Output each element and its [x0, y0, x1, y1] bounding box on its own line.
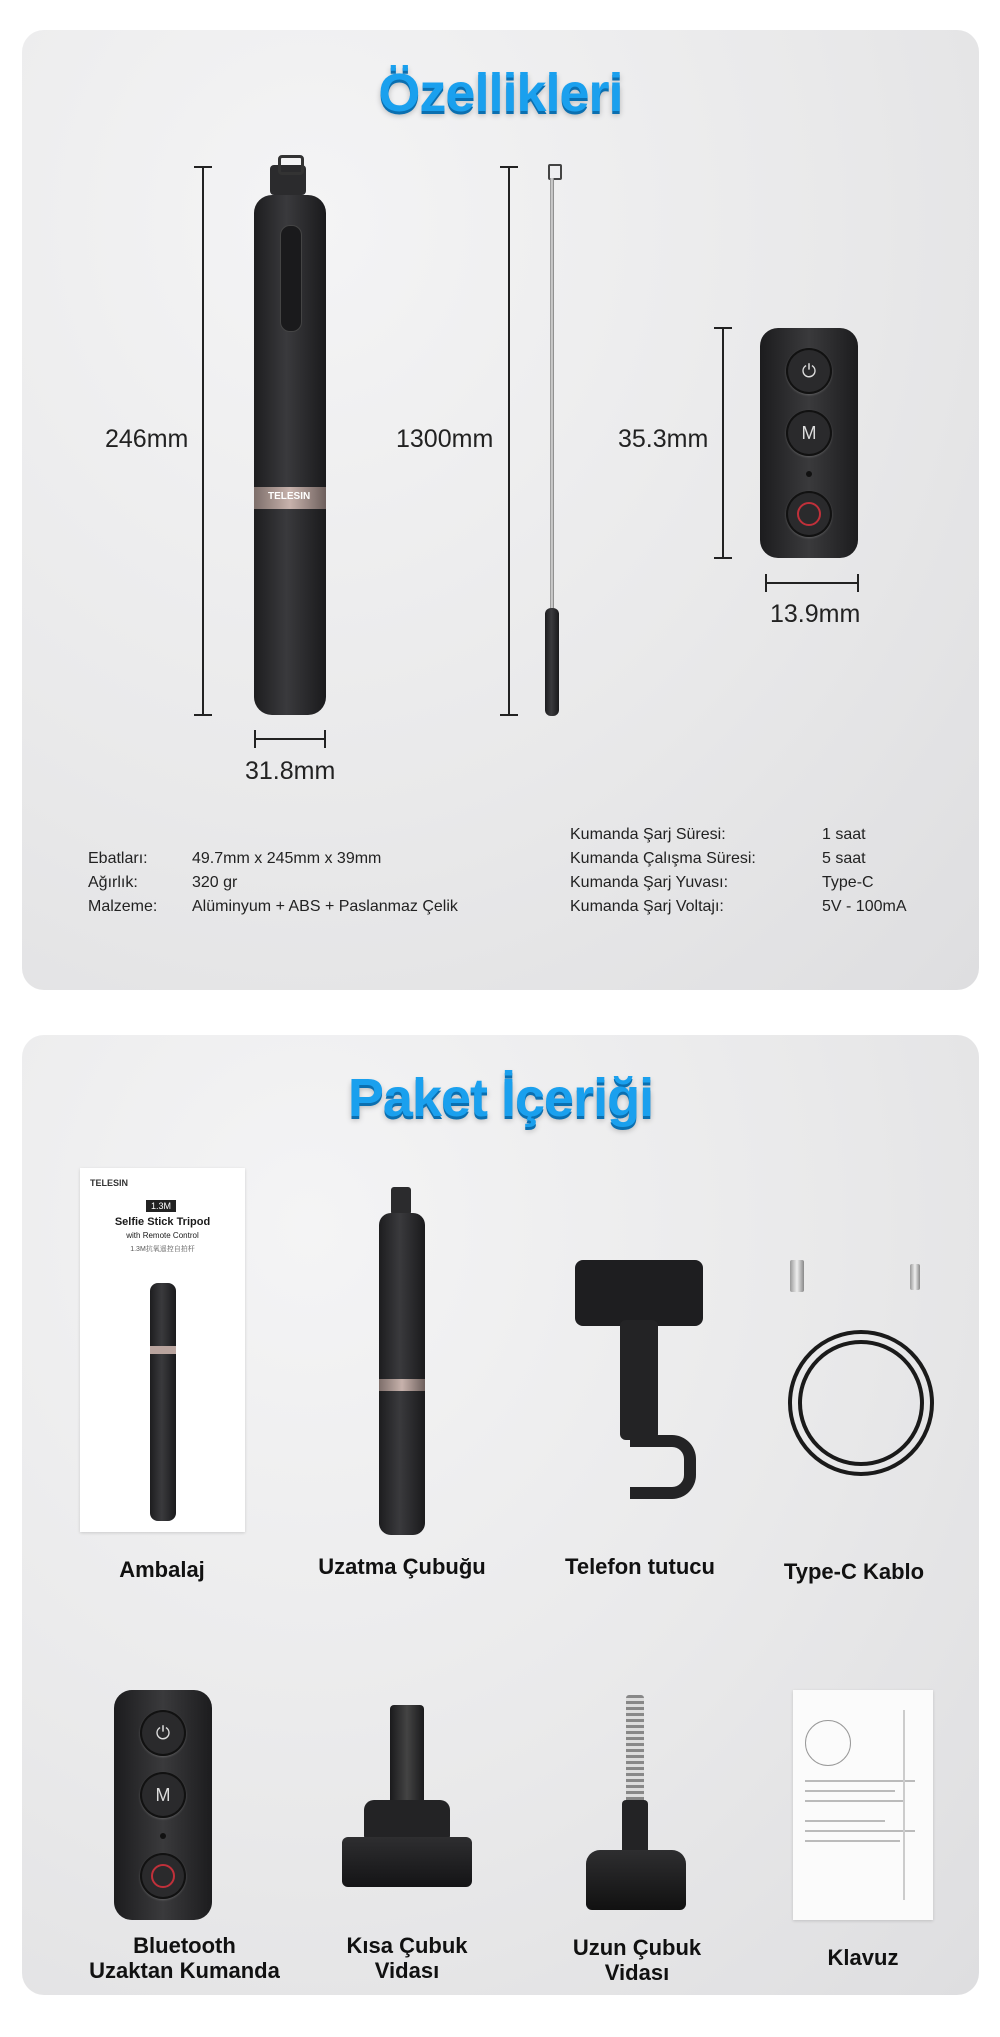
tick [857, 574, 859, 592]
short-screw-image [342, 1705, 472, 1915]
mount-tab [278, 155, 304, 175]
package-panel [22, 1035, 979, 1995]
remote-width-line [766, 582, 858, 584]
spec-value-weight: 320 gr [192, 874, 238, 891]
box-brand: TELESIN [90, 1178, 129, 1188]
remote-height-label: 35.3mm [618, 425, 709, 453]
tick [500, 166, 518, 168]
spec-value-voltage: 5V - 100mA [822, 898, 907, 915]
manual-text-line [805, 1780, 915, 1782]
box-image [80, 1168, 245, 1532]
manual-text-column [903, 1710, 905, 1900]
spec-value-charge-time: 1 saat [822, 826, 866, 843]
spec-value-runtime: 5 saat [822, 850, 866, 867]
led-indicator [806, 471, 812, 477]
record-button-icon [786, 491, 832, 537]
tick [194, 166, 212, 168]
tick [500, 714, 518, 716]
spec-label-dimensions: Ebatları: [88, 850, 148, 867]
caption-short-screw-line1: Kısa Çubuk [346, 1933, 468, 1958]
bluetooth-remote-image [114, 1690, 212, 1920]
tick [194, 714, 212, 716]
box-line1: Selfie Stick Tripod [114, 1216, 211, 1228]
remote-height-line [722, 328, 724, 558]
caption-long-screw-line2: Vidası [604, 1960, 670, 1986]
specs-panel [22, 30, 979, 990]
extended-pole-image [540, 164, 564, 718]
extended-length-label: 1300mm [396, 425, 494, 453]
remote-led [160, 1833, 166, 1839]
tick [765, 574, 767, 592]
box-badge: 1.3M [146, 1200, 176, 1212]
rod-mount [391, 1187, 411, 1215]
pole-shaft [550, 178, 554, 608]
spec-value-material: Alüminyum + ABS + Paslanmaz Çelik [192, 898, 458, 915]
manual-text-line [805, 1840, 900, 1842]
rod-body [379, 1213, 425, 1535]
spec-value-charge-port: Type-C [822, 874, 874, 891]
remote-record-ring-icon [151, 1864, 175, 1888]
rod-ring [379, 1379, 425, 1391]
holder-clamp [575, 1260, 703, 1326]
tripod-height-line [202, 167, 204, 715]
caption-manual: Klavuz [827, 1945, 899, 1970]
short-screw-knob [364, 1800, 450, 1840]
tick [714, 557, 732, 559]
tick [254, 730, 256, 748]
box-line2: with Remote Control [126, 1231, 199, 1240]
manual-text-line [805, 1790, 895, 1792]
manual-text-line [805, 1830, 915, 1832]
brand-text: TELESIN [268, 491, 311, 502]
package-title: Paket İçeriği [347, 1068, 654, 1128]
caption-bluetooth-line1: Bluetooth [133, 1933, 236, 1958]
manual-text-line [805, 1800, 905, 1802]
caption-typec-cable: Type-C Kablo [783, 1559, 925, 1584]
phone-holder-image [575, 1260, 705, 1490]
tick [714, 327, 732, 329]
box-tripod-ring [150, 1346, 176, 1354]
button-strip [280, 225, 302, 332]
box-line3: 1.3M抗氧遥控自拍杆 [130, 1246, 195, 1253]
tripod-width-line [255, 738, 325, 740]
short-screw-base [342, 1837, 472, 1887]
specs-title: Özellikleri [378, 63, 623, 123]
typec-connector [910, 1264, 920, 1290]
long-screw-neck [622, 1800, 648, 1855]
long-screw-knob [586, 1850, 686, 1910]
tick [324, 730, 326, 748]
spec-label-charge-port: Kumanda Şarj Yuvası: [570, 874, 729, 891]
spec-label-runtime: Kumanda Çalışma Süresi: [570, 850, 756, 867]
tripod-image [250, 165, 330, 715]
caption-phone-holder: Telefon tutucu [565, 1554, 715, 1579]
spec-label-charge-time: Kumanda Şarj Süresi: [570, 826, 726, 843]
box-tripod-drawing [150, 1283, 176, 1521]
long-screw-thread [626, 1695, 644, 1805]
extension-rod-image [377, 1187, 427, 1537]
caption-short-screw-line2: Vidası [374, 1958, 440, 1984]
extended-length-line [508, 167, 510, 715]
manual-text-line [805, 1820, 885, 1822]
caption-bluetooth-line2: Uzaktan Kumanda [89, 1958, 280, 1984]
holder-arm [620, 1320, 658, 1440]
remote-width-label: 13.9mm [770, 600, 861, 628]
cable-coil-inner [798, 1340, 924, 1466]
power-button-icon: ⏻ [786, 348, 832, 394]
tripod-ring [254, 487, 326, 509]
holder-hook [630, 1435, 696, 1499]
spec-label-voltage: Kumanda Şarj Voltajı: [570, 898, 724, 915]
caption-long-screw-line1: Uzun Çubuk [572, 1935, 702, 1960]
tripod-height-label: 246mm [105, 425, 189, 453]
remote-image [760, 328, 858, 558]
short-screw-shaft [390, 1705, 424, 1805]
spec-value-dimensions: 49.7mm x 245mm x 39mm [192, 850, 382, 867]
caption-bluetooth-remote [62, 1933, 307, 1984]
manual-diagram [805, 1720, 851, 1766]
caption-short-screw [307, 1933, 507, 1984]
remote-mode-icon: M [140, 1772, 186, 1818]
long-screw-image [582, 1695, 692, 1920]
caption-packaging: Ambalaj [119, 1557, 205, 1582]
pole-handle [545, 608, 559, 716]
caption-extension-rod: Uzatma Çubuğu [318, 1554, 486, 1579]
spec-label-weight: Ağırlık: [88, 874, 138, 891]
usb-connector [790, 1260, 804, 1292]
tripod-width-label: 31.8mm [245, 757, 336, 785]
mode-button-icon: M [786, 410, 832, 456]
remote-record-icon [140, 1853, 186, 1899]
caption-long-screw [537, 1935, 737, 1986]
spec-label-material: Malzeme: [88, 898, 158, 915]
type-c-cable-image [782, 1260, 932, 1470]
manual-image [793, 1690, 933, 1920]
remote-power-icon: ⏻ [140, 1710, 186, 1756]
record-ring-icon [797, 502, 821, 526]
